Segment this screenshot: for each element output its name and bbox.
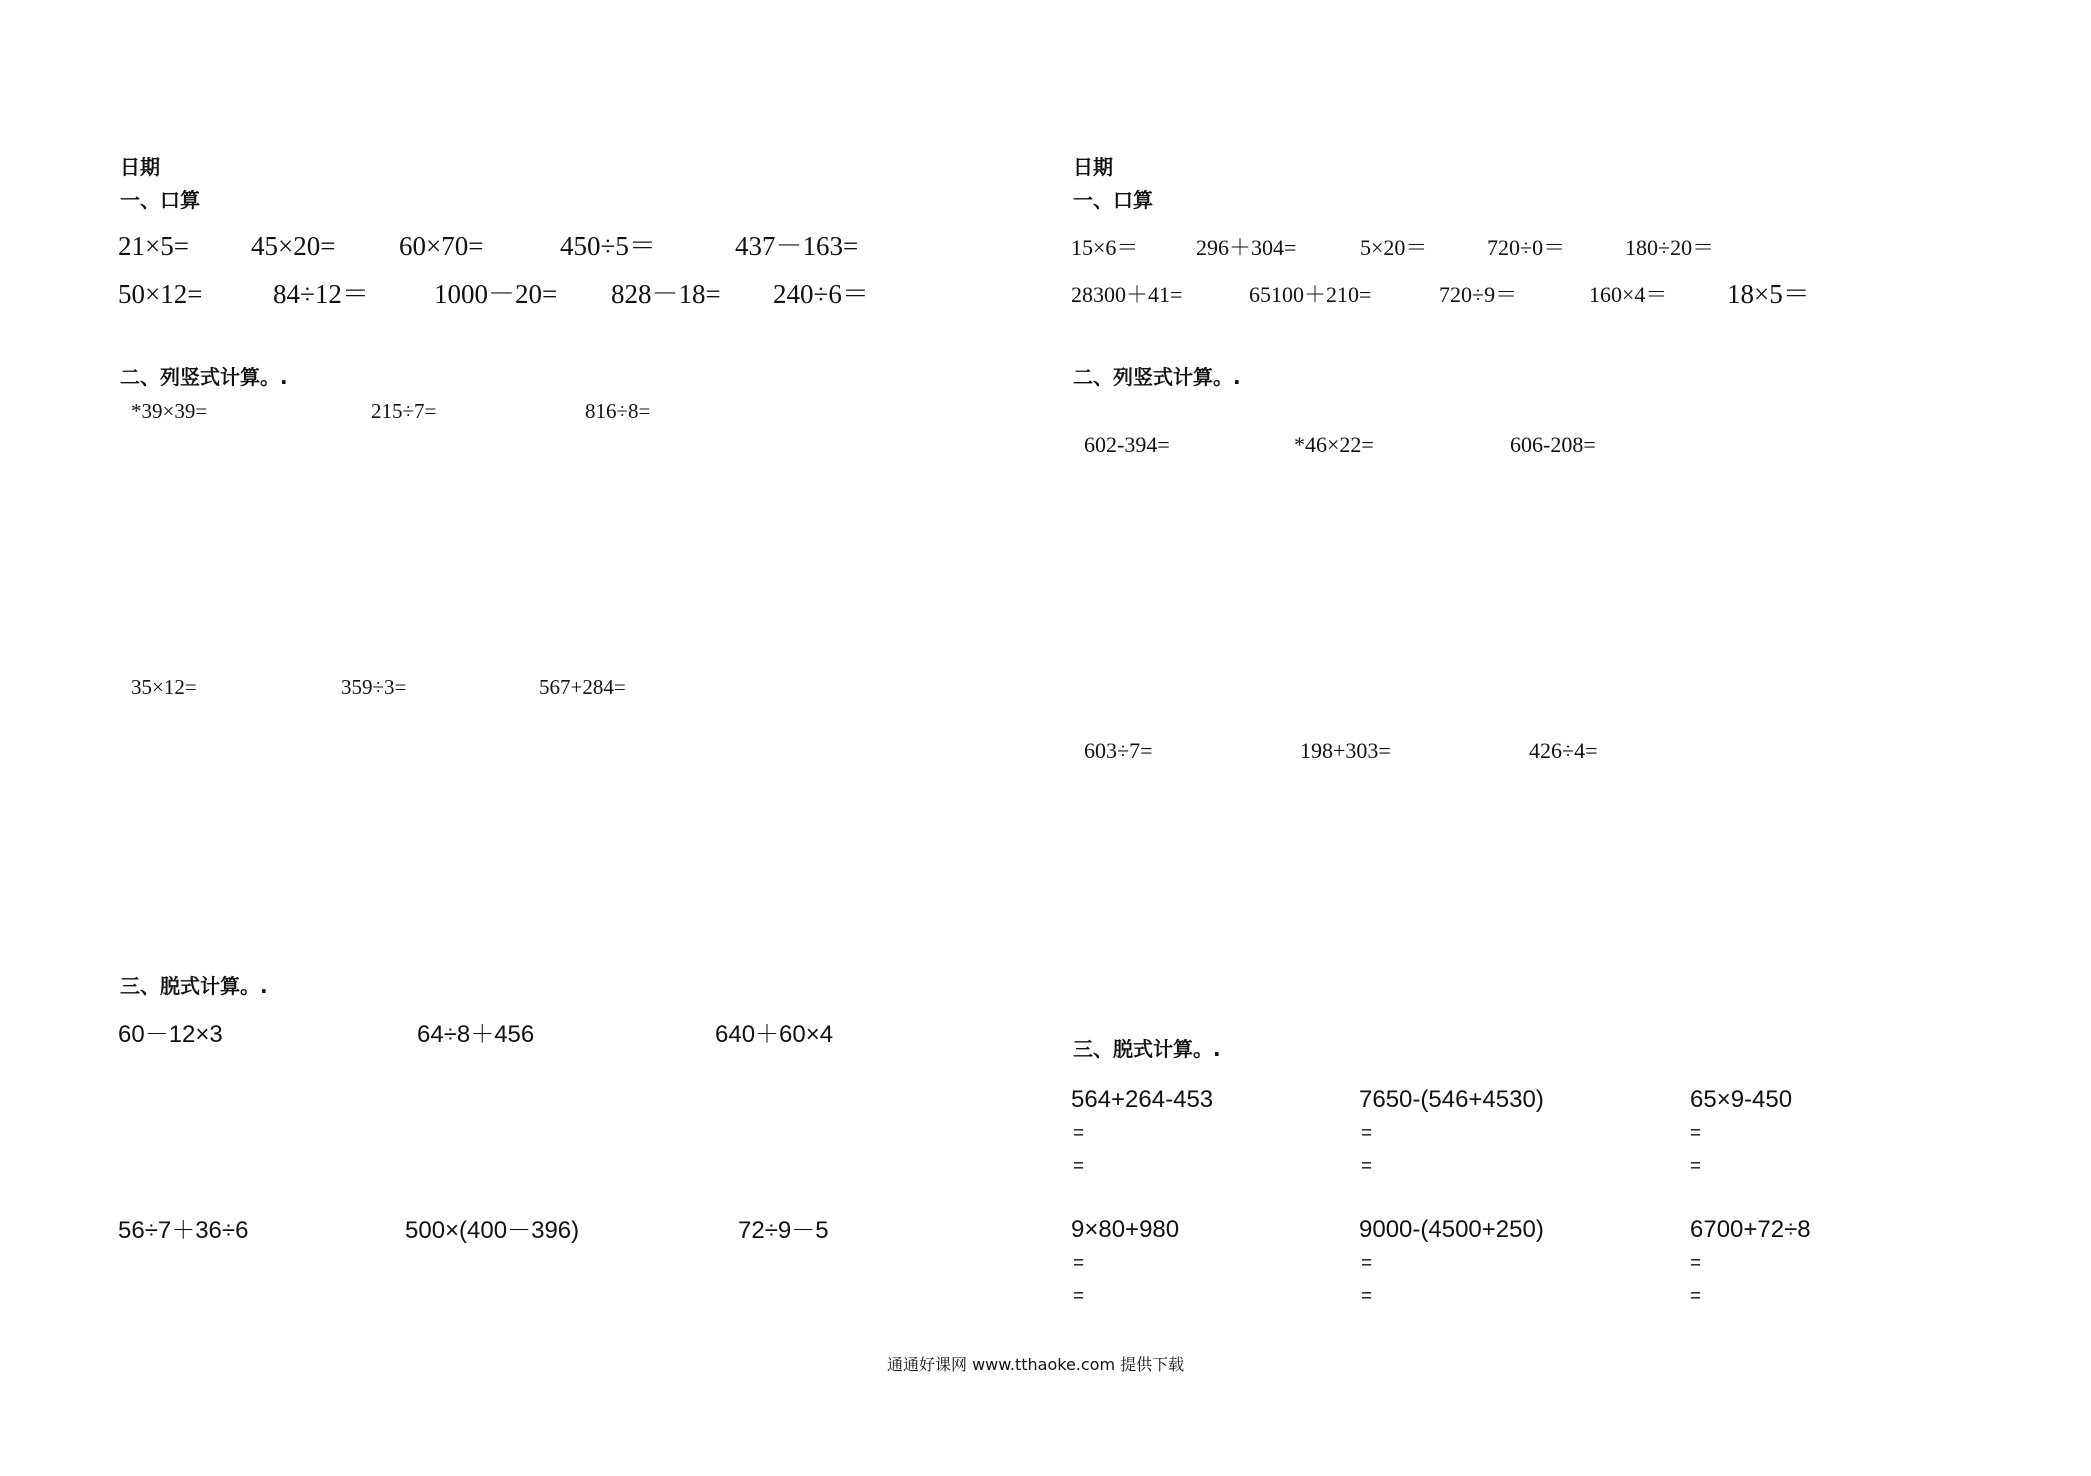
oral-problem: 437－163= — [735, 231, 859, 261]
stepwise-problem: 6700+72÷8 — [1690, 1216, 1811, 1243]
equals-line: = — [1361, 1156, 1373, 1177]
stepwise-problem: 564+264-453 — [1071, 1086, 1214, 1113]
vertical-problem: 426÷4= — [1529, 738, 1598, 763]
equals-line: = — [1073, 1286, 1085, 1307]
oral-problem: 60×70= — [399, 231, 484, 261]
oral-problem: 160×4＝ — [1589, 282, 1668, 307]
oral-problem: 50×12= — [118, 279, 203, 309]
vertical-problem: *46×22= — [1294, 432, 1374, 457]
oral-problem: 5×20＝ — [1360, 235, 1428, 260]
oral-problem: 84÷12＝ — [273, 279, 369, 309]
section-vertical-title: 二、列竖式计算。. — [1073, 365, 1241, 389]
vertical-problem: 198+303= — [1300, 738, 1391, 763]
vertical-problem: 603÷7= — [1084, 738, 1153, 763]
vertical-problem: 567+284= — [539, 675, 626, 699]
equals-line: = — [1073, 1253, 1085, 1274]
footer-credit: 通通好课网 www.tthaoke.com 提供下载 — [887, 1355, 1185, 1374]
equals-line: = — [1073, 1123, 1085, 1144]
oral-problem: 450÷5＝ — [560, 231, 656, 261]
section-oral-title: 一、口算 — [120, 188, 200, 212]
vertical-problem: 359÷3= — [341, 675, 407, 699]
stepwise-problem: 64÷8＋456 — [417, 1021, 535, 1048]
section-stepwise-title: 三、脱式计算。. — [1073, 1037, 1221, 1061]
equals-line: = — [1690, 1286, 1702, 1307]
stepwise-problem: 60－12×3 — [118, 1021, 223, 1048]
stepwise-problem: 72÷9－5 — [738, 1217, 829, 1244]
oral-problem: 18×5＝ — [1727, 279, 1810, 309]
oral-problem: 828－18= — [611, 279, 721, 309]
oral-problem: 240÷6＝ — [773, 279, 869, 309]
date-label: 日期 — [120, 155, 160, 179]
oral-problem: 1000－20= — [434, 279, 558, 309]
stepwise-problem: 640＋60×4 — [715, 1021, 834, 1048]
oral-problem: 720÷0＝ — [1487, 235, 1566, 260]
oral-problem: 180÷20＝ — [1625, 235, 1715, 260]
oral-problem: 720÷9＝ — [1439, 282, 1518, 307]
section-stepwise-title: 三、脱式计算。. — [120, 974, 268, 998]
equals-line: = — [1073, 1156, 1085, 1177]
vertical-problem: 602-394= — [1084, 432, 1170, 457]
stepwise-problem: 500×(400－396) — [405, 1217, 580, 1244]
oral-problem: 65100＋210= — [1249, 282, 1372, 307]
date-label: 日期 — [1073, 155, 1113, 179]
stepwise-problem: 56÷7＋36÷6 — [118, 1217, 249, 1244]
section-oral-title: 一、口算 — [1073, 188, 1153, 212]
vertical-problem: 35×12= — [131, 675, 197, 699]
vertical-problem: 215÷7= — [371, 399, 437, 423]
vertical-problem: *39×39= — [131, 399, 208, 423]
vertical-problem: 606-208= — [1510, 432, 1596, 457]
equals-line: = — [1690, 1123, 1702, 1144]
equals-line: = — [1361, 1123, 1373, 1144]
equals-line: = — [1690, 1253, 1702, 1274]
oral-problem: 15×6＝ — [1071, 235, 1139, 260]
equals-line: = — [1361, 1286, 1373, 1307]
stepwise-problem: 9000-(4500+250) — [1359, 1216, 1544, 1243]
oral-problem: 28300＋41= — [1071, 282, 1183, 307]
oral-problem: 21×5= — [118, 231, 189, 261]
section-vertical-title: 二、列竖式计算。. — [120, 365, 288, 389]
stepwise-problem: 65×9-450 — [1690, 1086, 1793, 1113]
equals-line: = — [1361, 1253, 1373, 1274]
oral-problem: 296＋304= — [1196, 235, 1297, 260]
stepwise-problem: 9×80+980 — [1071, 1216, 1180, 1243]
vertical-problem: 816÷8= — [585, 399, 651, 423]
stepwise-problem: 7650-(546+4530) — [1359, 1086, 1544, 1113]
equals-line: = — [1690, 1156, 1702, 1177]
oral-problem: 45×20= — [251, 231, 336, 261]
